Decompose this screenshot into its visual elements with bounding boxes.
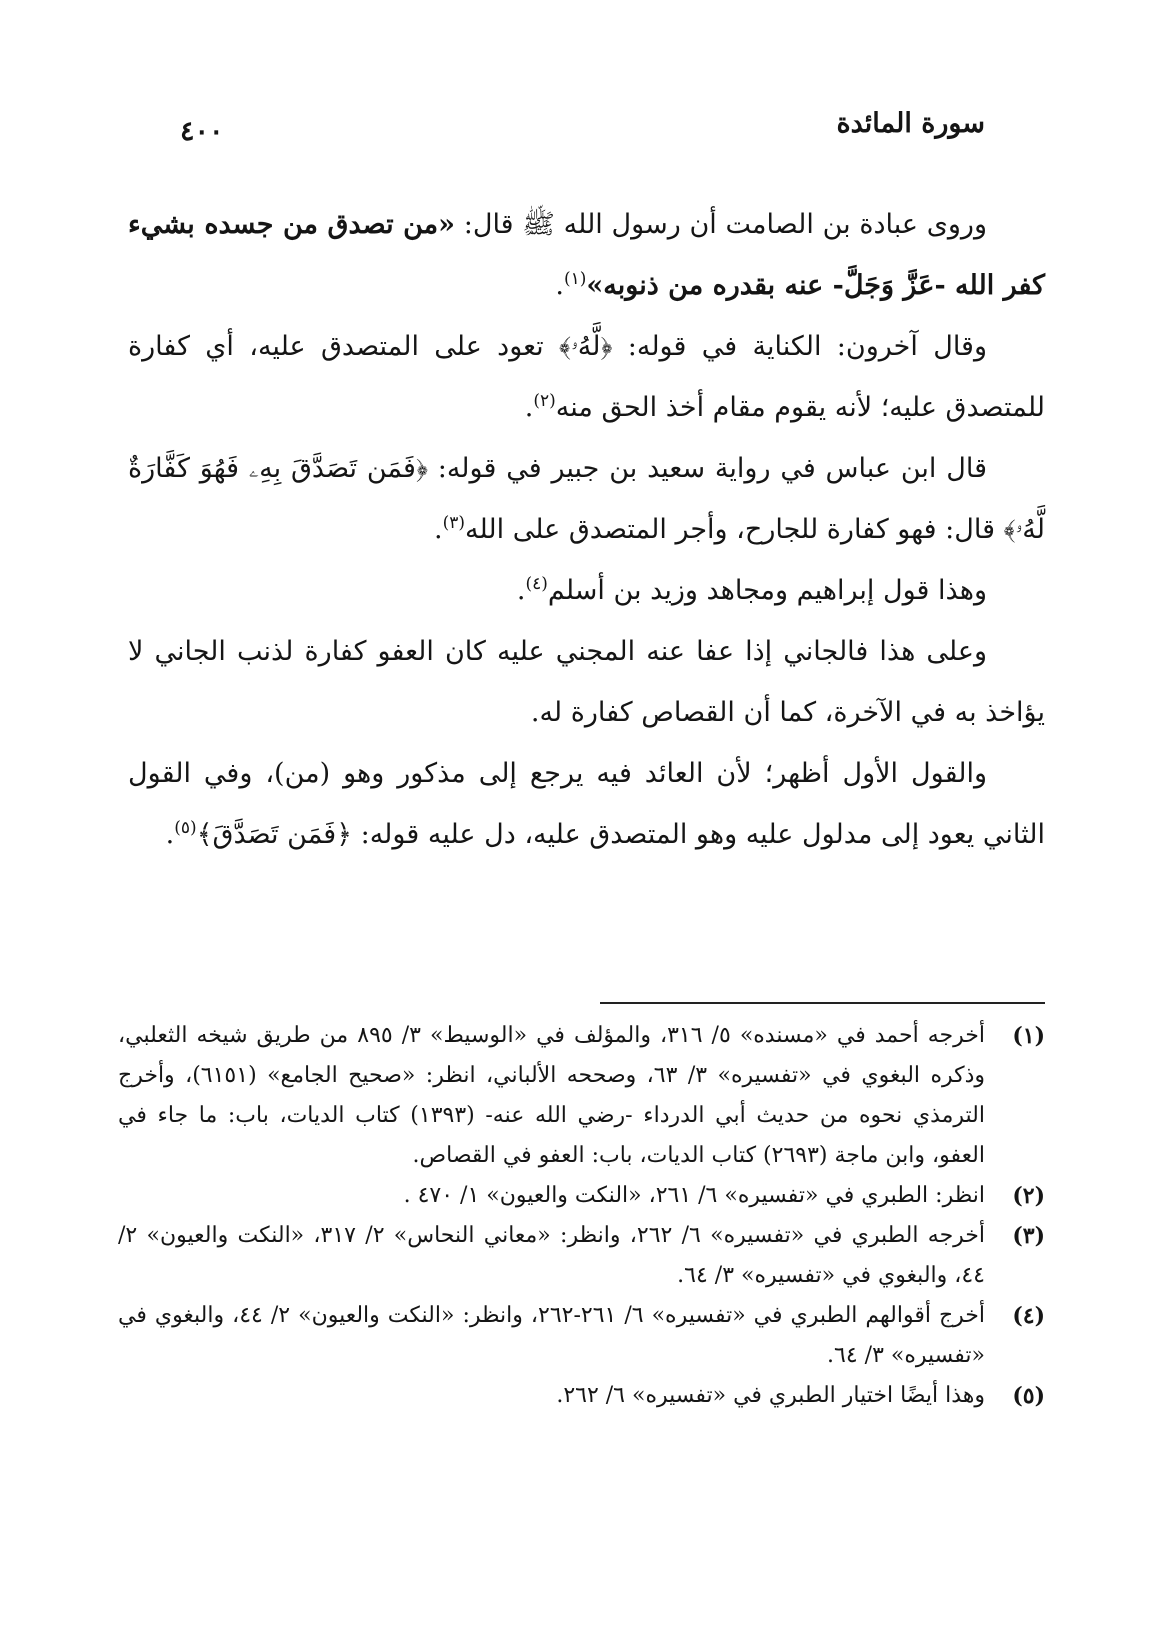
- paragraph-1-intro: وروى عبادة بن الصامت أن رسول الله ﷺ قال:: [455, 209, 987, 240]
- footnote-text: أخرجه الطبري في «تفسيره» ٦/ ٢٦٢، وانظر: «معاني النحاس» ٢/ ٣١٧، «النكت والعيون» ٢/ ٤٤، والبغوي في «تفسيره» ٣/ ٦٤.: [118, 1223, 986, 1288]
- footnote-number: (٢): [1012, 1183, 1045, 1209]
- paragraph-4-text: وهذا قول إبراهيم ومجاهد وزيد بن أسلم: [547, 575, 987, 606]
- paragraph-4: وهذا قول إبراهيم ومجاهد وزيد بن أسلم$^{(٤)}$.: [516, 574, 987, 606]
- footnote-number: (٥): [1012, 1383, 1045, 1409]
- footnote-ref-2[interactable]: (٢): [533, 391, 556, 411]
- footnote-4: [118, 1296, 1045, 1376]
- footnote-5: [118, 1376, 1045, 1416]
- footnote-2: [118, 1176, 1045, 1216]
- footnotes: [118, 1016, 1045, 1416]
- footnote-number: (٣): [1012, 1223, 1045, 1249]
- footnote-1: [118, 1016, 1045, 1176]
- running-header: [180, 108, 985, 156]
- paragraph-2-text: وقال آخرون: الكناية في قوله: ﴿لَّهُۥ﴾ تعود على المتصدق عليه، أي كفارة للمتصدق عليه؛ لأنه يقوم مقام أخذ الحق منه: [128, 331, 1045, 423]
- footnote-separator: [600, 1002, 1045, 1004]
- paragraph-5: [128, 621, 1045, 743]
- paragraph-3: قال ابن عباس في رواية سعيد بن جبير في قوله: ﴿فَمَن تَصَدَّقَ بِهِۦ فَهُوَ كَفَّارَةٌ لَّهُۥ﴾ قال: فهو كفارة للجارح، وأجر المتصدق على الله$^{(٣)}$.: [128, 453, 1045, 545]
- paragraph-6: والقول الأول أظهر؛ لأن العائد فيه يرجع إلى مذكور وهو (من)، وفي القول الثاني يعود إلى مدلول عليه وهو المتصدق عليه، دل عليه قوله: ﴿فَمَن تَصَدَّقَ﴾$^{(٥)}$.: [128, 758, 1045, 850]
- paragraph-6-text: والقول الأول أظهر؛ لأن العائد فيه يرجع إلى مذكور وهو (من)، وفي القول الثاني يعود إلى مدلول عليه وهو المتصدق عليه، دل عليه قوله: ﴿فَمَن تَصَدَّقَ﴾: [128, 758, 1045, 850]
- footnote-ref-5[interactable]: (٥): [174, 818, 197, 838]
- main-text: [128, 194, 1045, 865]
- paragraph-5-text: وعلى هذا فالجاني إذا عفا عنه المجني عليه كان العفو كفارة لذنب الجاني لا يؤاخذ به في الآخرة، كما أن القصاص كفارة له.: [128, 636, 1045, 728]
- footnote-text: أخرجه أحمد في «مسنده» ٥/ ٣١٦، والمؤلف في «الوسيط» ٣/ ٨٩٥ من طريق شيخه الثعلبي، وذكره البغوي في «تفسيره» ٣/ ٦٣، وصححه الألباني، انظر: «صحيح الجامع» (٦١٥١)، وأخرج الترمذي نحوه من حديث أبي الدرداء -رضي الله عنه- (١٣٩٣) كتاب الديات، باب: ما جاء في العفو، وابن ماجة (٢٦٩٣) كتاب الديات، باب: العفو في القصاص.: [118, 1023, 986, 1168]
- footnote-number: (١): [1012, 1023, 1045, 1049]
- footnote-number: (٤): [1012, 1303, 1045, 1329]
- footnote-ref-3[interactable]: (٣): [442, 513, 465, 533]
- footnote-text: وهذا أيضًا اختيار الطبري في «تفسيره» ٦/ ٢٦٢.: [556, 1383, 985, 1408]
- hadith-quote: «من تصدق من جسده بشيء كفر الله -عَزَّ وَجَلَّ- عنه بقدره من ذنوبه»: [128, 209, 1045, 301]
- paragraph-3-text: قال ابن عباس في رواية سعيد بن جبير في قوله: ﴿فَمَن تَصَدَّقَ بِهِۦ فَهُوَ كَفَّارَةٌ لَّهُۥ﴾ قال: فهو كفارة للجارح، وأجر المتصدق على الله: [128, 453, 1045, 545]
- footnote-text: انظر: الطبري في «تفسيره» ٦/ ٢٦١، «النكت والعيون» ١/ ٤٧٠ .: [403, 1183, 985, 1208]
- paragraph-1: وروى عبادة بن الصامت أن رسول الله ﷺ قال: «من تصدق من جسده بشيء كفر الله -عَزَّ وَجَلَّ- عنه بقدره من ذنوبه»$^{(١)}$.: [128, 209, 1045, 301]
- footnote-text: أخرج أقوالهم الطبري في «تفسيره» ٦/ ٢٦١-٢٦٢، وانظر: «النكت والعيون» ٢/ ٤٤، والبغوي في «تفسيره» ٣/ ٦٤.: [118, 1303, 986, 1368]
- footnote-3: [118, 1216, 1045, 1296]
- surah-title: سورة المائدة: [836, 108, 985, 139]
- footnote-ref-4[interactable]: (٤): [525, 574, 548, 594]
- footnote-ref-1[interactable]: (١): [564, 269, 587, 289]
- page-number: ٤٠٠: [180, 116, 224, 147]
- paragraph-2: وقال آخرون: الكناية في قوله: ﴿لَّهُۥ﴾ تعود على المتصدق عليه، أي كفارة للمتصدق عليه؛ لأنه يقوم مقام أخذ الحق منه$^{(٢)}$.: [128, 331, 1045, 423]
